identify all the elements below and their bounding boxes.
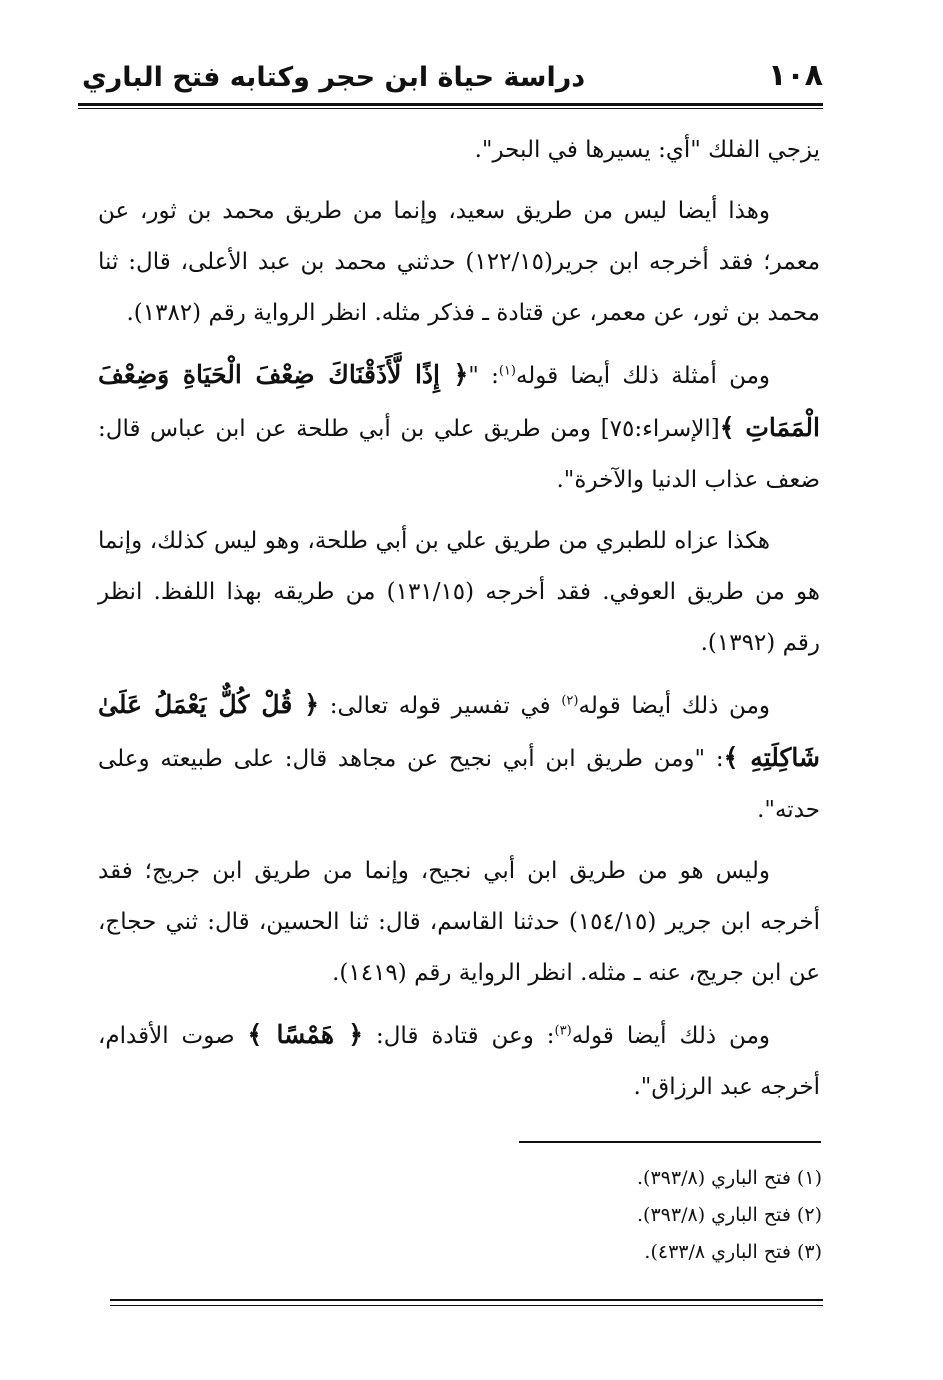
paragraph-2: وهذا أيضا ليس من طريق سعيد، وإنما من طريق محمد بن ثور، عن معمر؛ فقد أخرجه ابن جرير(١٢٢/١٥) حدثني محمد بن عبد الأعلى، قال: ثنا محمد بن ثور، عن معمر، عن قتادة ـ فذكر مثله. انظر الرواية رقم (١٣٨٢). (98, 198, 821, 326)
paragraph-5 (98, 679, 820, 836)
footnote-2: (٢) فتح الباري (٣٩٣/٨). (637, 1204, 822, 1226)
header-rule-thin (78, 108, 823, 109)
footnote-separator (519, 1141, 821, 1143)
paragraph-5-text-a: ومن ذلك أيضا قوله (578, 693, 770, 719)
page-number: ١٠٨ (768, 58, 823, 93)
paragraph-3-text-b: : " (468, 363, 499, 389)
paragraph-7-text-c: صوت الأقدام، أخرجه عبد الرزاق". (98, 1023, 820, 1100)
paragraph-7-text-a: ومن ذلك أيضا قوله (571, 1023, 770, 1049)
paragraph-5-text-b: في تفسير قوله تعالى: (319, 693, 562, 719)
quran-verse-2: ﴿ قُلْ كُلٌّ يَعْمَلُ عَلَىٰ شَاكِلَتِهِ ﴾ (98, 690, 820, 772)
footnote-1: (١) فتح الباري (٣٩٣/٨). (637, 1167, 822, 1189)
footnote-ref-2: (٢) (561, 693, 579, 709)
footnote-ref-1: (١) (498, 363, 516, 379)
paragraph-7-text-b: : وعن قتادة قال: (363, 1023, 555, 1049)
paragraph-3-text-a: ومن أمثلة ذلك أيضا قوله (515, 363, 771, 389)
quran-verse-1: ﴿ إِذًا لَّأَذَقْنَاكَ ضِعْفَ الْحَيَاةِ وَضِعْفَ الْمَمَاتِ ﴾ (98, 360, 820, 442)
paragraph-7 (98, 1009, 820, 1113)
page-header (78, 56, 823, 104)
paragraph-5-text-c: : "ومن طريق ابن أبي نجيح عن مجاهد قال: على طبيعته وعلى حدته". (98, 746, 820, 823)
footnotes (300, 1160, 822, 1271)
paragraph-6: وليس هو من طريق ابن أبي نجيح، وإنما من طريق ابن جريج؛ فقد أخرجه ابن جرير (١٥٤/١٥) حدثنا القاسم، قال: ثنا الحسين، قال: ثني حجاج، عن ابن جريج، عنه ـ مثله. انظر الرواية رقم (١٤١٩). (98, 858, 820, 986)
paragraph-1: يزجي الفلك "أي: يسيرها في البحر". (474, 137, 820, 163)
bottom-rule-thin (110, 1305, 823, 1306)
running-title: دراسة حياة ابن حجر وكتابه فتح الباري (82, 62, 586, 93)
paragraph-4: هكذا عزاه للطبري من طريق علي بن أبي طلحة، وهو ليس كذلك، وإنما هو من طريق العوفي. فقد أخرجه (١٣١/١٥) من طريقه بهذا اللفظ. انظر رقم (١٣٩٢). (98, 528, 820, 656)
paragraph-3-text-c: [الإسراء:٧٥] ومن طريق علي بن أبي طلحة عن ابن عباس قال: ضعف عذاب الدنيا والآخرة". (98, 416, 820, 493)
footnote-3: (٣) فتح الباري ٤٣٣/٨). (644, 1241, 822, 1263)
paragraph-3 (98, 349, 820, 506)
quran-verse-3: ﴿ هَمْسًا ﴾ (247, 1020, 364, 1049)
main-text (98, 125, 820, 1123)
bottom-rule (110, 1299, 823, 1301)
footnote-ref-3: (٣) (554, 1023, 572, 1039)
header-rule (78, 103, 823, 106)
